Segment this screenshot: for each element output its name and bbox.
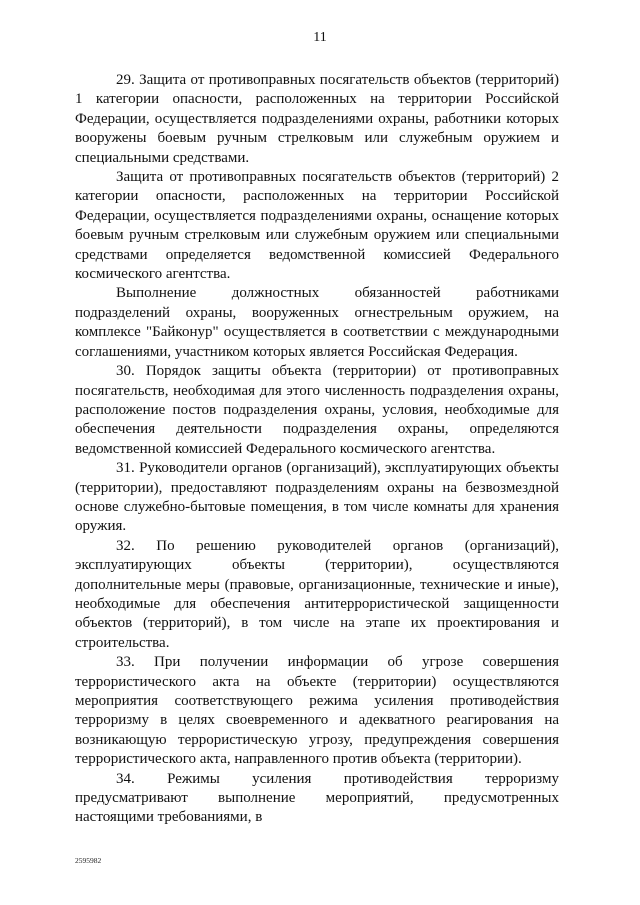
paragraph-29-category-2: Защита от противоправных посягательств объектов (территорий) 2 категории опасности, расположенных на территории Российской Федерации, осуществляется подразделениями охраны, оснащение которых боевым ручным стрелковым или служебным оружием или специальными средствами определяется ведомственной комиссией Федерального космического агентства. [75,169,559,283]
paragraph-34: 34. Режимы усиления противодействия терроризму предусматривают выполнение мероприятий, предусмотренных настоящими требованиями, в [75,770,559,826]
paragraph-30: 30. Порядок защиты объекта (территории) от противоправных посягательств, необходимая для этого численность подразделения охраны, расположение постов подразделения охраны, условия, необходимые для обеспечения деятельности подразделения охраны, определяются ведомственной комиссией Федерального космического агентства. [75,363,559,457]
paragraph-29-baikonur: Выполнение должностных обязанностей работниками подразделений охраны, вооруженных огнестрельным оружием, на комплексе "Байконур" осуществляется в соответствии с международными соглашениями, участником которых является Российская Федерация. [75,285,559,360]
document-body [75,71,559,828]
paragraph-32: 32. По решению руководителей органов (организаций), эксплуатирующих объекты (территории), осуществляются дополнительные меры (правовые, организационные, технические и иные), необходимые для обеспечения антитеррористической защищенности объектов (территорий), в том числе на этапе их проектирования и строительства. [75,537,559,651]
document-id: 2595982 [75,856,102,865]
paragraph-31: 31. Руководители органов (организаций), эксплуатирующих объекты (территории), предоставляют подразделениям охраны на безвозмездной основе служебно-бытовые помещения, в том числе комнаты для хранения оружия. [75,460,559,535]
page-number: 11 [313,30,327,45]
paragraph-29: 29. Защита от противоправных посягательств объектов (территорий) 1 категории опасности, расположенных на территории Российской Федерации, осуществляется подразделениями охраны, работники которых вооружены боевым ручным стрелковым или служебным оружием и специальными средствами. [75,72,559,166]
paragraph-33: 33. При получении информации об угрозе совершения террористического акта на объекте (территории) осуществляются мероприятия соответствующего режима усиления противодействия терроризму в целях своевременного и адекватного реагирования на возникающую террористическую угрозу, предупреждения совершения террористического акта, направленного против объекта (территории). [75,654,559,768]
